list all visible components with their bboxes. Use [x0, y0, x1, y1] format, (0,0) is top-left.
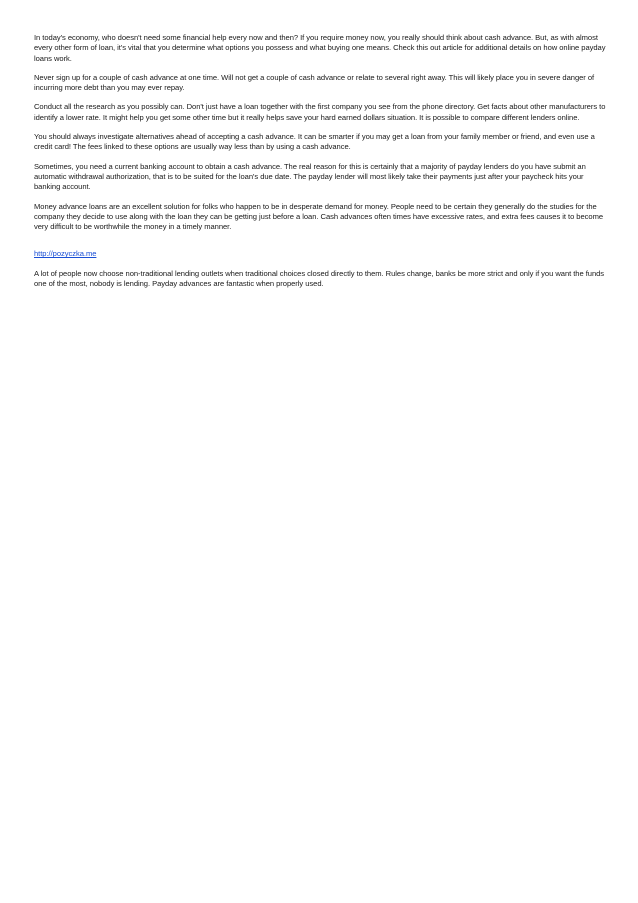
document-page: [34, 33, 606, 298]
paragraph-final: A lot of people now choose non-traditional lending outlets when traditional choices closed directly to them. Rules change, banks be more strict and only if you want the funds one of the most, nobody is lending. Payday advances are fantastic when properly used.: [34, 268, 605, 289]
paragraph-6: Money advance loans are an excellent solution for folks who happen to be in desperate demand for money. People need to be certain they generally do the studies for the company they decide to use along with the loan they can be getting just before a loan. Cash advances often times have excessive rates, and extra fees causes it to become very difficult to be worthwhile the money in a timely manner.: [34, 201, 604, 232]
paragraph-3: Conduct all the research as you possibly can. Don't just have a loan together with the first company you see from the phone directory. Get facts about other manufacturers to identify a lower rate. It might help you get some other time but it really helps save your hard earned dollars situation. It is possible to compare different lenders online.: [34, 102, 606, 122]
pozyczka-link[interactable]: http://pozyczka.me: [34, 249, 97, 259]
paragraph-5: Sometimes, you need a current banking account to obtain a cash advance. The real reason for this is certainly that a majority of payday lenders do you have submit an automatic withdrawal authorization, that is to be suited for the loan's due date. The payday lender will most likely take their payments just after your paycheck hits your banking account.: [34, 161, 586, 192]
link-paragraph: [34, 249, 606, 259]
paragraph-4: You should always investigate alternatives ahead of accepting a cash advance. It can be smarter if you may get a loan from your family member or friend, and even use a credit card! The fees linked to these options are usually way less than by using a cash advance.: [34, 132, 595, 152]
paragraph-2: Never sign up for a couple of cash advance at one time. Will not get a couple of cash advance or relate to several right away. This will likely place you in severe danger of incurring more debt than you may ever repay.: [34, 72, 595, 93]
paragraph-1: In today's economy, who doesn't need some financial help every now and then? If you require money now, you really should think about cash advance. But, as with almost every other form of loan, it's vital that you determine what options you possess and what buying one means. Check this out article for additional details on how online payday loans work.: [34, 33, 606, 63]
